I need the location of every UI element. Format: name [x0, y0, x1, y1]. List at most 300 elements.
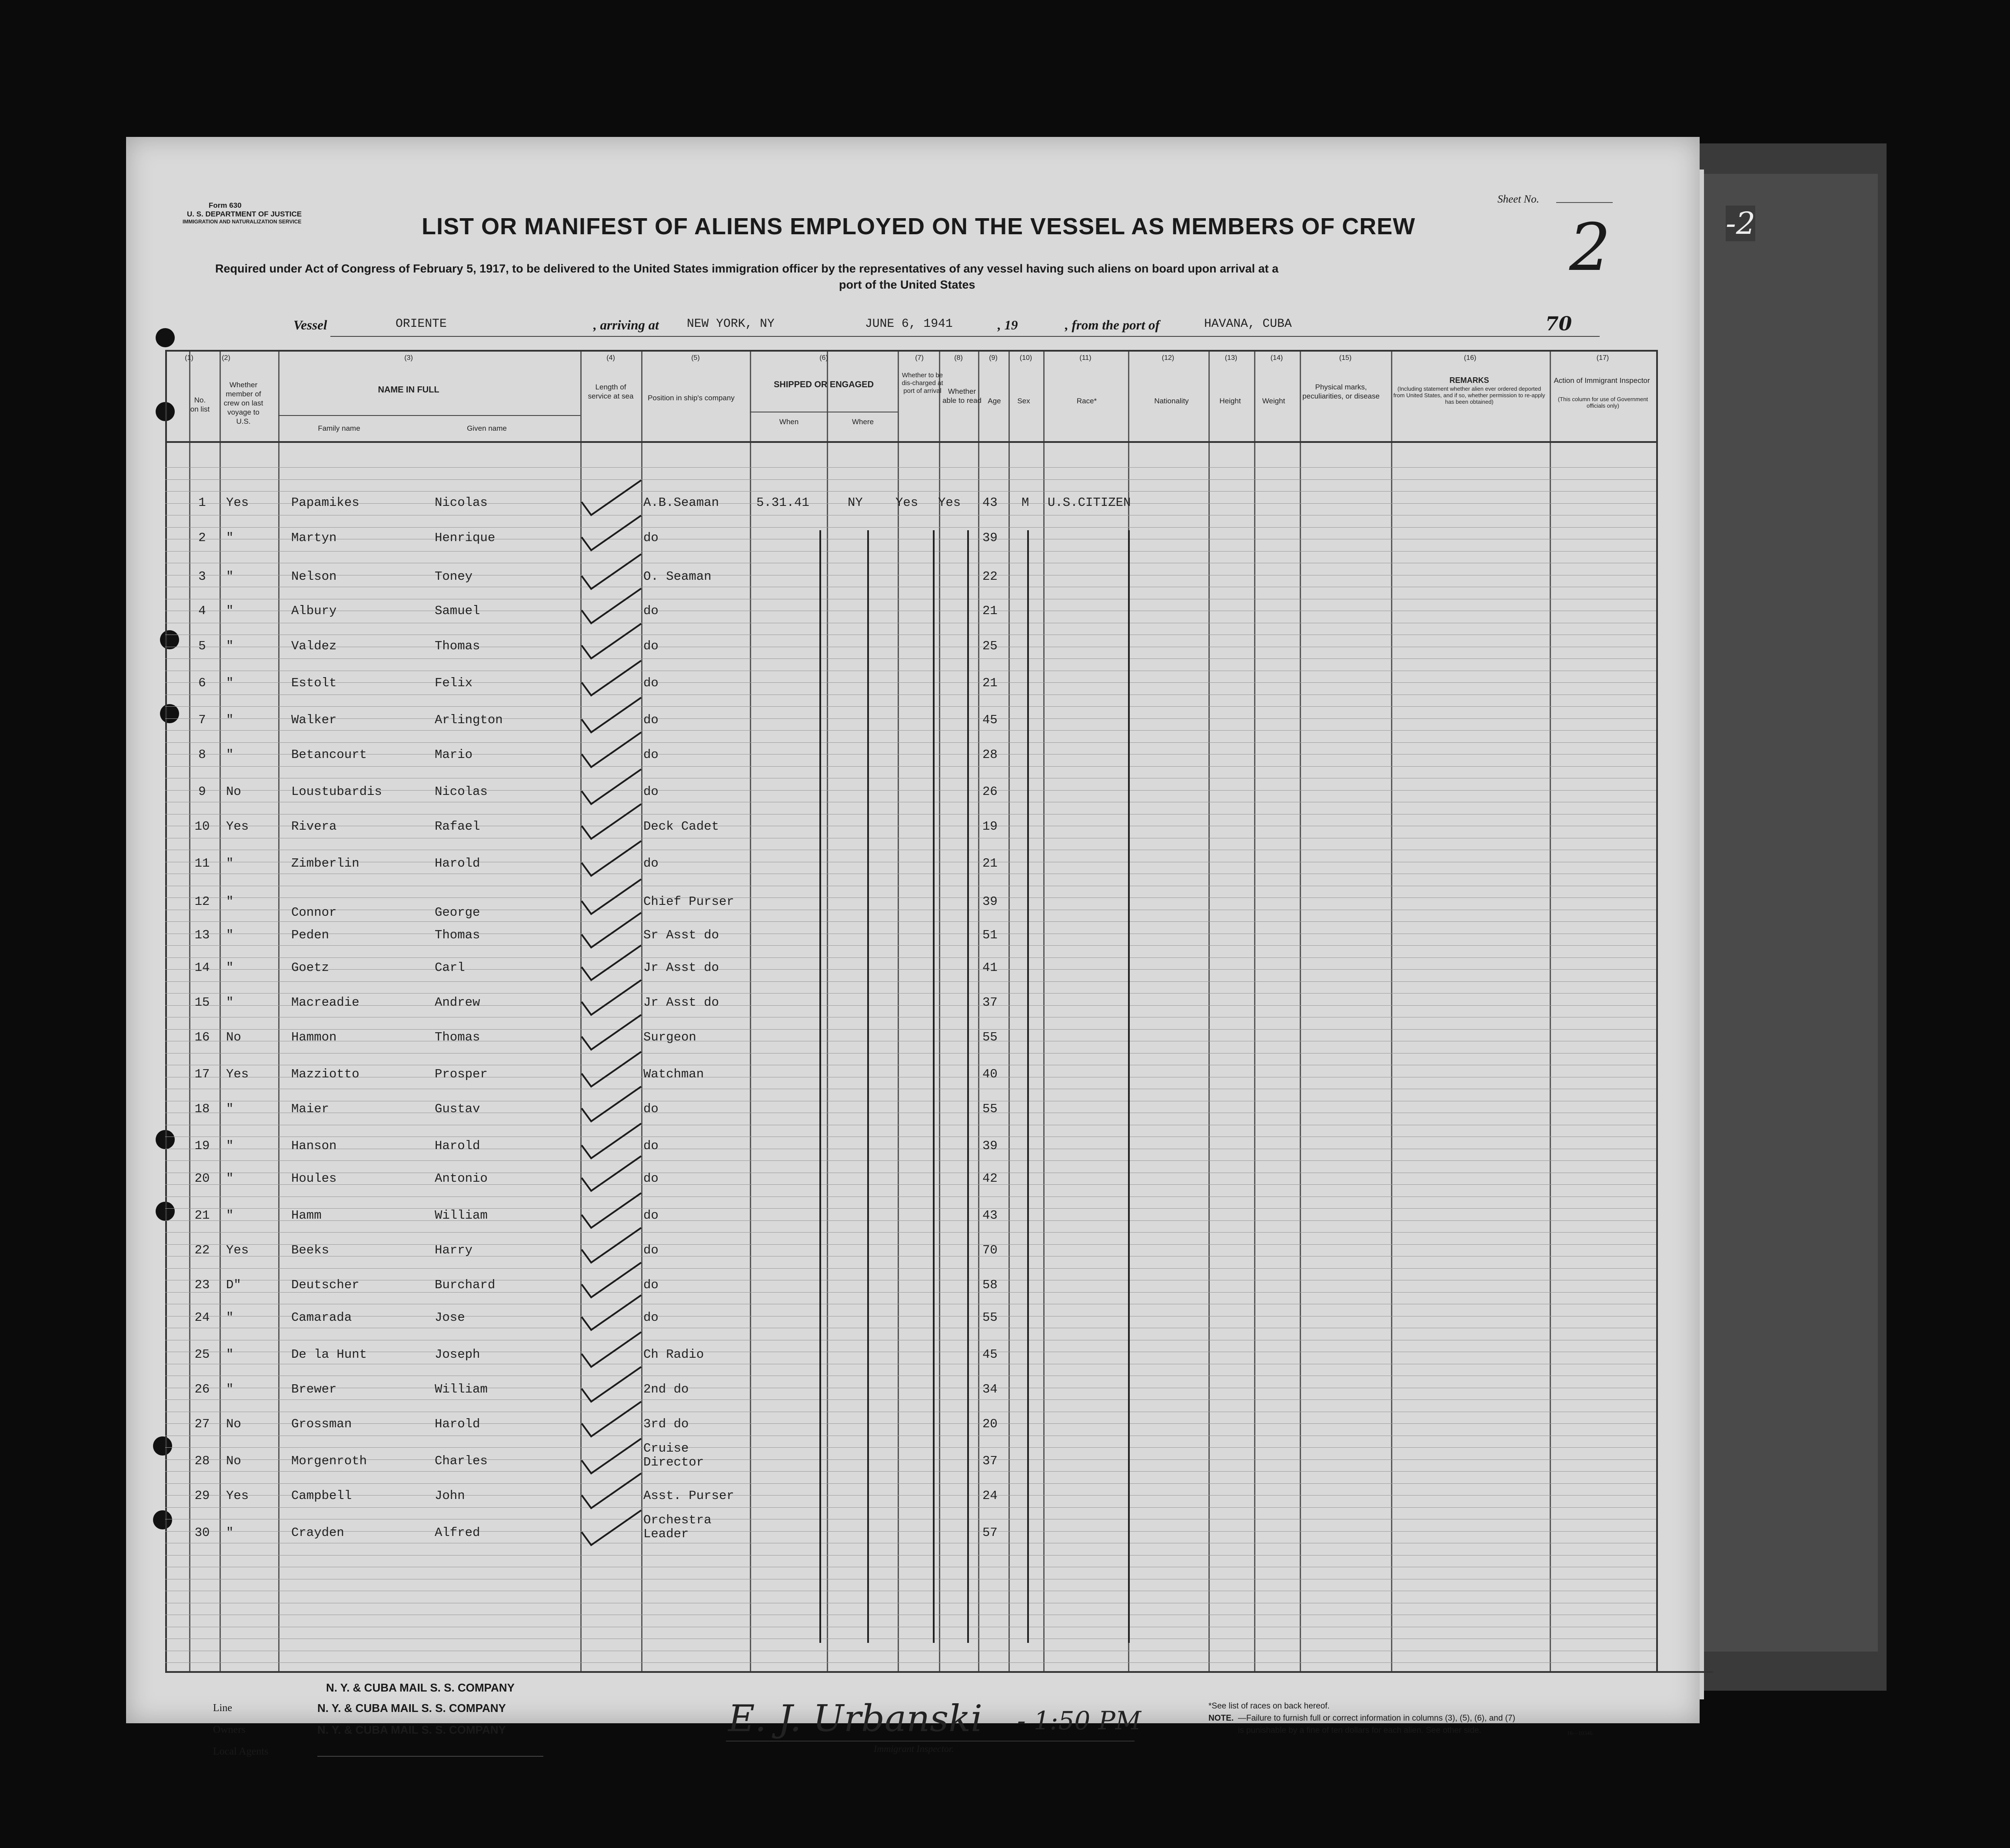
column-number: (17): [1596, 354, 1609, 362]
ruled-line: [165, 1495, 1656, 1496]
service: IMMIGRATION AND NATURALIZATION SERVICE: [183, 219, 302, 225]
row-position: O. Seaman: [643, 569, 712, 584]
manifest-page: [126, 137, 1756, 1757]
header-no-on-list: No. on list: [190, 396, 210, 413]
department: U. S. DEPARTMENT OF JUSTICE: [187, 210, 302, 218]
row-member: ": [226, 1208, 234, 1223]
row-given: Prosper: [435, 1067, 488, 1081]
row-given: Thomas: [435, 928, 480, 942]
ruled-line: [165, 742, 1656, 743]
arriving-label: , arriving at: [593, 317, 659, 332]
row-member: ": [226, 748, 234, 762]
row-age: 39: [982, 531, 998, 545]
row-family: De la Hunt: [291, 1347, 367, 1362]
row-family: Hammon: [291, 1030, 337, 1044]
row-member: ": [226, 894, 234, 909]
table-header-rule: [165, 441, 1656, 443]
row-family: Valdez: [291, 639, 337, 653]
arrival-date: JUNE 6, 1941: [865, 317, 953, 331]
owners-value: N. Y. & CUBA MAIL S. S. COMPANY: [317, 1723, 506, 1736]
row-family: Albury: [291, 604, 337, 618]
row-family: Mazziotto: [291, 1067, 359, 1081]
row-member: ": [226, 1171, 234, 1186]
back-sheet-inner: [1695, 174, 1878, 1652]
row-member: ": [226, 676, 234, 690]
row-member: ": [226, 1310, 234, 1325]
column-number: (16): [1464, 354, 1477, 362]
sheet-no-label: Sheet No.: [1498, 193, 1539, 205]
row-no: 29: [194, 1489, 210, 1503]
row-member: ": [226, 1102, 234, 1116]
row-family: Estolt: [291, 676, 337, 690]
row-member: ": [226, 995, 234, 1010]
row-position: do: [643, 1243, 659, 1257]
row-age: 45: [982, 713, 998, 727]
row-given: Thomas: [435, 639, 480, 653]
row-no: 27: [194, 1417, 210, 1431]
table-column-rule: [978, 350, 979, 1671]
row-age: 21: [982, 676, 998, 690]
row-no: 17: [194, 1067, 210, 1081]
row-member: D": [226, 1278, 241, 1292]
row-given: Toney: [435, 569, 473, 584]
subtitle-line-2: port of the United States: [839, 278, 975, 291]
header-shipped: SHIPPED OR ENGAGED: [773, 380, 874, 389]
row-no: 10: [194, 819, 210, 834]
row-age: 22: [982, 569, 998, 584]
row-age: 51: [982, 928, 998, 942]
header-when: When: [779, 418, 799, 426]
row-member: ": [226, 713, 234, 727]
row-no: 14: [194, 961, 210, 975]
header-length-service: Length of service at sea: [588, 383, 634, 400]
row-position: do: [643, 1139, 659, 1153]
table-column-rule: [1391, 350, 1392, 1671]
row-family: Camarada: [291, 1310, 352, 1325]
ruled-line: [165, 1555, 1656, 1556]
row-position: Cruise Director: [643, 1441, 704, 1469]
row-age: 58: [982, 1278, 998, 1292]
ditto-stroke-discharged: [933, 530, 935, 1643]
row-no: 19: [194, 1139, 210, 1153]
row-member: ": [226, 639, 234, 653]
row-no: 8: [198, 748, 206, 762]
row-position: Jr Asst do: [643, 995, 719, 1010]
ruled-line: [165, 1244, 1656, 1245]
table-column-rule: [220, 350, 221, 1671]
ruled-line: [165, 1268, 1656, 1269]
note-label: NOTE.: [1208, 1714, 1234, 1723]
row-position: do: [643, 1102, 659, 1116]
row-given: Carl: [435, 961, 465, 975]
row-given: Nicolas: [435, 784, 488, 799]
header-physical-marks: Physical marks, peculiarities, or disease: [1302, 383, 1380, 400]
inspector-label: Immigrant Inspector.: [874, 1743, 954, 1754]
ruled-line: [165, 1184, 1656, 1185]
ruled-line: [165, 981, 1656, 982]
page-title: LIST OR MANIFEST OF ALIENS EMPLOYED ON THE VESSEL AS MEMBERS OF CREW: [422, 213, 1416, 239]
row-family: Beeks: [291, 1243, 329, 1257]
row-sex: M: [1022, 495, 1029, 510]
row-age: 34: [982, 1382, 998, 1396]
print-code: 16—10346: [1567, 1730, 1593, 1736]
row-race: U.S.CITIZEN: [1048, 495, 1131, 510]
row-no: 24: [194, 1310, 210, 1325]
column-number: (15): [1339, 354, 1352, 362]
column-number: (10): [1019, 354, 1032, 362]
ruled-line: [165, 718, 1656, 719]
table-column-rule: [827, 350, 828, 1671]
row-age: 55: [982, 1102, 998, 1116]
row-no: 20: [194, 1171, 210, 1186]
row-age: 19: [982, 819, 998, 834]
vessel-label: Vessel: [293, 317, 327, 332]
ruled-line: [165, 1292, 1656, 1293]
row-position: do: [643, 1278, 659, 1292]
header-race: Race*: [1076, 397, 1097, 405]
row-member: No: [226, 1417, 241, 1431]
row-member: ": [226, 531, 234, 545]
row-age: 43: [982, 495, 998, 510]
row-member: ": [226, 1347, 234, 1362]
row-no: 5: [198, 639, 206, 653]
row-family: Walker: [291, 713, 337, 727]
row-given: Mario: [435, 748, 473, 762]
header-weight: Weight: [1262, 397, 1285, 405]
row-no: 11: [194, 856, 210, 871]
handwritten-corner-mark: -2: [1726, 206, 1756, 241]
table-column-rule: [939, 350, 940, 1671]
row-position: do: [643, 1171, 659, 1186]
row-given: Gustav: [435, 1102, 480, 1116]
vessel-underline: [330, 336, 1600, 337]
row-given: Harry: [435, 1243, 473, 1257]
header-remarks: REMARKS: [1449, 376, 1489, 385]
ruled-line: [165, 730, 1656, 731]
ruled-line: [165, 1399, 1656, 1400]
ruled-line: [165, 551, 1656, 552]
row-given: Rafael: [435, 819, 480, 834]
row-no: 13: [194, 928, 210, 942]
row-member: Yes: [226, 1067, 249, 1081]
header-action-sub: (This column for use of Government officials only): [1557, 396, 1648, 409]
row-family: Zimberlin: [291, 856, 359, 871]
row-no: 15: [194, 995, 210, 1010]
row-given: Andrew: [435, 995, 480, 1010]
row-family: Rivera: [291, 819, 337, 834]
header-given-name: Given name: [467, 424, 507, 432]
ruled-line: [165, 1160, 1656, 1161]
row-no: 30: [194, 1526, 210, 1540]
row-family: Maier: [291, 1102, 329, 1116]
row-family: Goetz: [291, 961, 329, 975]
row-position: 2nd do: [643, 1382, 689, 1396]
ruled-line: [165, 1220, 1656, 1221]
header-family-name: Family name: [318, 424, 360, 432]
row-no: 4: [198, 604, 206, 618]
row-age: 43: [982, 1208, 998, 1223]
row-given: Alfred: [435, 1526, 480, 1540]
row-age: 37: [982, 1454, 998, 1468]
row-family: Macreadie: [291, 995, 359, 1010]
row-given: Joseph: [435, 1347, 480, 1362]
table-column-rule: [750, 350, 751, 1671]
table-column-rule: [1208, 350, 1210, 1671]
column-number: (7): [915, 354, 924, 362]
row-member: No: [226, 784, 241, 799]
row-family: Houles: [291, 1171, 337, 1186]
row-member: No: [226, 1454, 241, 1468]
ruled-line: [165, 1662, 1656, 1663]
row-given: William: [435, 1382, 488, 1396]
row-given: Harold: [435, 856, 480, 871]
row-member: ": [226, 1382, 234, 1396]
row-family: Nelson: [291, 569, 337, 584]
table-column-rule: [1254, 350, 1255, 1671]
row-position: Ch Radio: [643, 1347, 704, 1362]
ruled-line: [165, 1053, 1656, 1054]
column-number: (8): [954, 354, 963, 362]
column-number: (9): [989, 354, 998, 362]
row-no: 16: [194, 1030, 210, 1044]
header-position: Position in ship's company: [648, 394, 735, 402]
column-number: (11): [1079, 354, 1092, 362]
signature-line: [726, 1741, 1135, 1742]
ruled-line: [165, 993, 1656, 994]
row-given: Nicolas: [435, 495, 488, 510]
ruled-line: [165, 1471, 1656, 1472]
row-age: 25: [982, 639, 998, 653]
row-member: ": [226, 856, 234, 871]
ruled-line: [165, 957, 1656, 958]
row-given: Thomas: [435, 1030, 480, 1044]
header-height: Height: [1219, 397, 1241, 405]
row-age: 26: [982, 784, 998, 799]
row-age: 37: [982, 995, 998, 1010]
table-column-rule: [1550, 350, 1551, 1671]
ruled-line: [165, 1005, 1656, 1006]
row-given: Harold: [435, 1417, 480, 1431]
ruled-line: [165, 1459, 1656, 1460]
column-number: (3): [404, 354, 413, 362]
row-family: Morgenroth: [291, 1454, 367, 1468]
row-family: Hamm: [291, 1208, 322, 1223]
ruled-line: [165, 1423, 1656, 1424]
row-member: ": [226, 928, 234, 942]
column-number: (14): [1270, 354, 1283, 362]
table-column-rule: [1043, 350, 1045, 1671]
row-position: do: [643, 531, 659, 545]
row-age: 21: [982, 604, 998, 618]
ruled-line: [165, 479, 1656, 480]
arriving-port: NEW YORK, NY: [687, 317, 775, 331]
column-number: (1): [185, 354, 193, 362]
ruled-line: [165, 682, 1656, 683]
row-member: ": [226, 569, 234, 584]
row-family: Loustubardis: [291, 784, 382, 799]
row-no: 2: [198, 531, 206, 545]
row-age: 20: [982, 1417, 998, 1431]
punch-hole: [160, 704, 179, 723]
row-family: Connor: [291, 905, 337, 920]
inspector-signature: E. J. Urbanski: [728, 1697, 983, 1740]
ruled-line: [165, 1029, 1656, 1030]
from-port: HAVANA, CUBA: [1204, 317, 1292, 331]
row-no: 22: [194, 1243, 210, 1257]
row-given: John: [435, 1489, 465, 1503]
row-no: 6: [198, 676, 206, 690]
row-position: Orchestra Leader: [643, 1513, 712, 1541]
footer-divider: [165, 1671, 1713, 1673]
column-number: (13): [1225, 354, 1238, 362]
row-no: 21: [194, 1208, 210, 1223]
row-member: Yes: [226, 1489, 249, 1503]
row-age: 55: [982, 1310, 998, 1325]
row-member: ": [226, 961, 234, 975]
row-position: do: [643, 784, 659, 799]
year-label: , 19: [998, 317, 1018, 332]
row-no: 3: [198, 569, 206, 584]
row-read: Yes: [938, 495, 961, 510]
company-stamp-top: N. Y. & CUBA MAIL S. S. COMPANY: [326, 1681, 515, 1694]
header-name-in-full: NAME IN FULL: [378, 385, 439, 395]
ditto-stroke-race: [1128, 530, 1130, 1643]
owners-label: Owners: [213, 1724, 246, 1735]
punch-hole: [153, 1510, 172, 1529]
row-given: Samuel: [435, 604, 480, 618]
line-label: Line: [213, 1702, 232, 1714]
ditto-stroke-sex: [1027, 530, 1029, 1643]
row-where: NY: [848, 495, 863, 510]
header-action-inspector: Action of Immigrant Inspector: [1554, 376, 1650, 385]
ruled-line: [165, 1507, 1656, 1508]
note-races: *See list of races on back hereof.: [1208, 1702, 1330, 1711]
row-age: 40: [982, 1067, 998, 1081]
ruled-line: [165, 766, 1656, 767]
ditto-stroke-where: [867, 530, 869, 1643]
header-where: Where: [852, 418, 874, 426]
ruled-line: [165, 1208, 1656, 1209]
row-position: do: [643, 604, 659, 618]
row-age: 39: [982, 1139, 998, 1153]
table-column-rule: [165, 350, 167, 1671]
row-family: Brewer: [291, 1382, 337, 1396]
row-no: 23: [194, 1278, 210, 1292]
row-age: 41: [982, 961, 998, 975]
ruled-line: [165, 1531, 1656, 1532]
row-given: Jose: [435, 1310, 465, 1325]
row-age: 57: [982, 1526, 998, 1540]
ruled-line: [165, 467, 1656, 468]
row-age: 45: [982, 1347, 998, 1362]
vessel-name: ORIENTE: [396, 317, 447, 331]
row-family: Papamikes: [291, 495, 359, 510]
table-column-rule: [898, 350, 899, 1671]
row-position: Chief Purser: [643, 894, 734, 909]
ruled-line: [165, 658, 1656, 659]
ruled-line: [165, 491, 1656, 492]
table-column-rule: [278, 350, 280, 1671]
row-family: Martyn: [291, 531, 337, 545]
row-given: Charles: [435, 1454, 488, 1468]
row-no: 1: [198, 495, 206, 510]
row-position: Surgeon: [643, 1030, 696, 1044]
row-given: Antonio: [435, 1171, 488, 1186]
row-position: do: [643, 856, 659, 871]
row-member: No: [226, 1030, 241, 1044]
row-given: Burchard: [435, 1278, 496, 1292]
local-agents-label: Local Agents: [213, 1746, 269, 1757]
header-sex: Sex: [1017, 397, 1030, 405]
row-member: ": [226, 1139, 234, 1153]
row-age: 24: [982, 1489, 998, 1503]
row-given: Henrique: [435, 531, 496, 545]
row-family: Grossman: [291, 1417, 352, 1431]
row-position: Asst. Purser: [643, 1489, 734, 1503]
note-line-2: is punishable by a fine of ten dollars for each alien. See other side.: [1238, 1726, 1481, 1735]
row-given: William: [435, 1208, 488, 1223]
row-member: Yes: [226, 495, 249, 510]
header-discharged: Whether to be dis-charged at port of arrival: [902, 372, 943, 395]
ruled-line: [165, 706, 1656, 707]
check-mark-icon: [578, 1502, 643, 1549]
column-number: (5): [691, 354, 700, 362]
row-age: 21: [982, 856, 998, 871]
table-top-rule: [165, 350, 1656, 352]
header-age: Age: [988, 397, 1001, 405]
header-whether-member: Whether member of crew on last voyage to U.S.: [223, 381, 263, 425]
table-column-rule: [189, 350, 190, 1671]
row-when: 5.31.41: [756, 495, 809, 510]
row-family: Peden: [291, 928, 329, 942]
local-agents-line: [317, 1756, 543, 1757]
row-no: 26: [194, 1382, 210, 1396]
ruled-line: [165, 1447, 1656, 1448]
column-number: (6): [819, 354, 828, 362]
row-age: 28: [982, 748, 998, 762]
row-discharged: Yes: [895, 495, 918, 510]
row-age: 70: [982, 1243, 998, 1257]
header-nationality: Nationality: [1154, 397, 1189, 405]
ruled-line: [165, 527, 1656, 528]
ruled-line: [165, 1232, 1656, 1233]
row-no: 9: [198, 784, 206, 799]
row-member: ": [226, 1526, 234, 1540]
row-given: Arlington: [435, 713, 503, 727]
row-position: do: [643, 713, 659, 727]
row-age: 42: [982, 1171, 998, 1186]
ruled-line: [165, 969, 1656, 970]
row-no: 7: [198, 713, 206, 727]
header-able-to-read: Whether able to read: [942, 387, 982, 405]
punch-hole: [153, 1436, 172, 1456]
row-family: Deutscher: [291, 1278, 359, 1292]
header-remarks-sub: (Including statement whether alien ever ordered deported from United States, and if so, whether permission to re-apply has been obtained): [1393, 386, 1545, 405]
subtitle-line-1: Required under Act of Congress of February 5, 1917, to be delivered to the United States immigration officer by the representatives of any vessel having such aliens on board upon arrival at a: [215, 262, 1279, 275]
column-number: (12): [1161, 354, 1175, 362]
signature-time: - 1:50 PM: [1017, 1706, 1141, 1735]
row-position: do: [643, 639, 659, 653]
row-position: do: [643, 1208, 659, 1223]
row-no: 12: [194, 894, 210, 909]
sub-header-rule: [278, 415, 580, 416]
row-position: Jr Asst do: [643, 961, 719, 975]
row-member: Yes: [226, 819, 249, 834]
row-given: George: [435, 905, 480, 920]
row-member: ": [226, 604, 234, 618]
table-column-rule: [1008, 350, 1010, 1671]
ruled-line: [165, 897, 1656, 898]
